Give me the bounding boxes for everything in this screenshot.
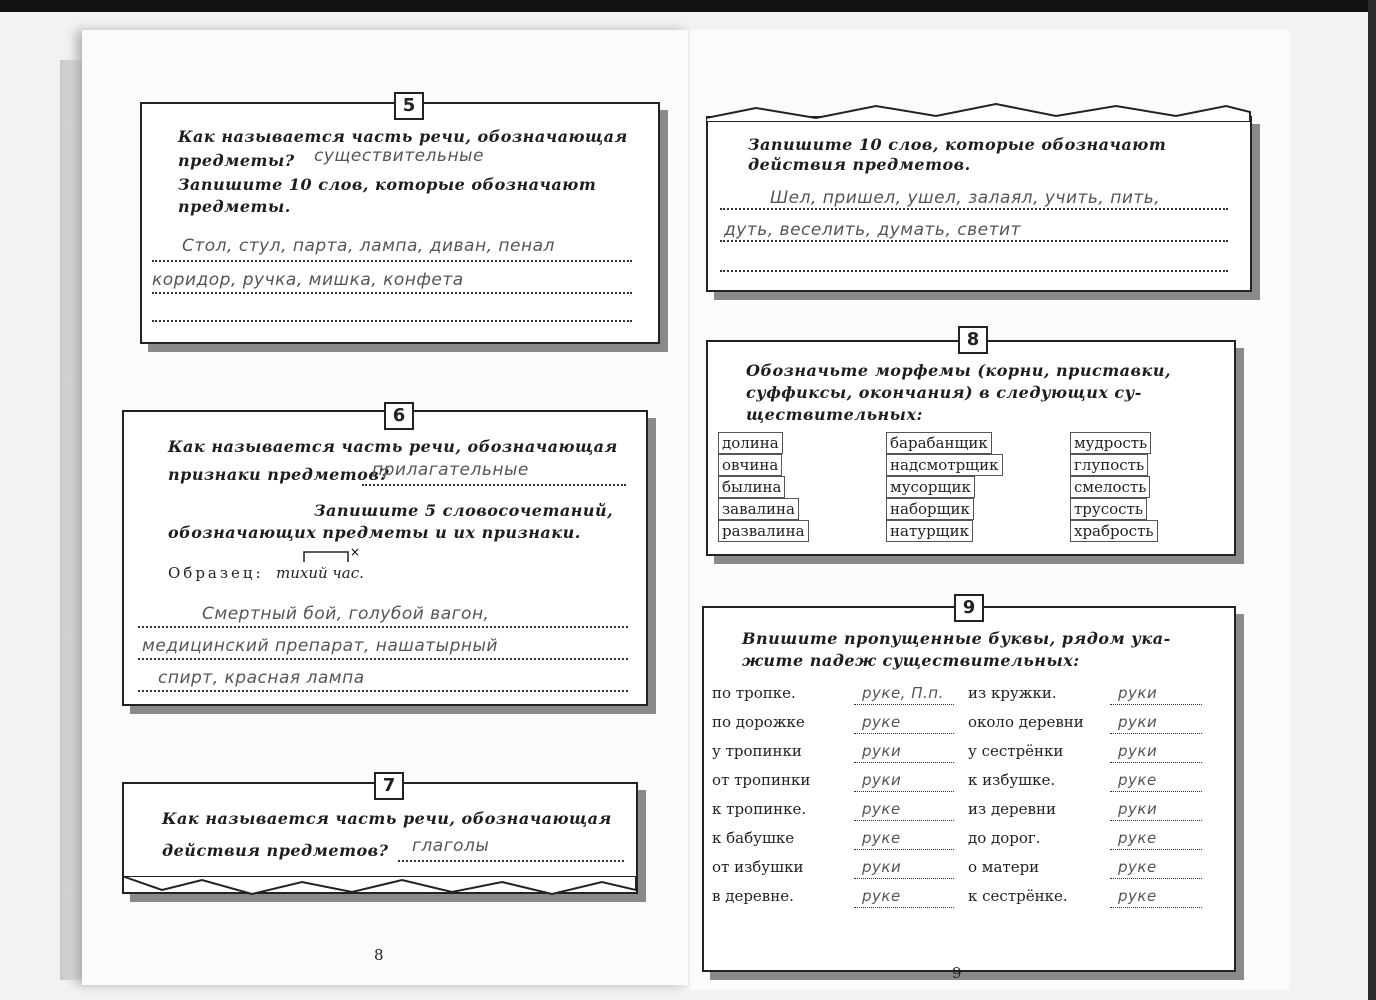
task-9-word-right: до дорог. [968,829,1041,847]
task-6-number: 6 [384,402,414,430]
task-9-word-left: по дорожке [712,713,805,731]
task-7-question-line1: Как называется часть речи, обозначающая [162,809,612,828]
task-9-dotted-line-right [1110,907,1202,908]
task-6-question-line4: обозначающих предметы и их признаки. [168,523,581,542]
task-8-question-line1: Обозначьте морфемы (корни, приставки, [746,361,1172,380]
task-9-question-line2: жите падеж существительных: [742,651,1080,670]
task-9-dotted-line-left [854,733,954,734]
task-7-torn-edge [122,876,642,906]
task-5-question-line1: Как называется часть речи, обозначающая [178,127,628,146]
task-9-case-left: руке [862,829,901,847]
task-top-dotted-line-3 [720,270,1228,272]
sample-phrase-arrow-icon [282,546,362,566]
task-9-question-line1: Впишите пропущенные буквы, рядом ука- [742,629,1171,648]
task-9-number: 9 [954,594,984,622]
task-9-dotted-line-left [854,762,954,763]
task-9-dotted-line-right [1110,820,1202,821]
task-5-number: 5 [394,92,424,120]
scan-right-border [1368,0,1376,1000]
task-5-dotted-line-3 [152,320,632,322]
task-top-torn-edge [706,98,1252,122]
scan-top-border [0,0,1376,12]
task-8-word: долина [718,432,783,454]
task-9-dotted-line-right [1110,704,1202,705]
task-7-number: 7 [374,772,404,800]
page-stack-edge [60,60,82,980]
task-9-case-left: руки [862,858,902,876]
task-top-dotted-line-1 [720,208,1228,210]
task-6-question-line2: признаки предметов? [168,465,390,484]
task-8-word: храбрость [1070,520,1158,542]
task-8-word: смелость [1070,476,1150,498]
task-9-word-left: к бабушке [712,829,795,847]
task-5-answer-line2: коридор, ручка, мишка, конфета [152,270,464,290]
task-9-word-left: в деревне. [712,887,794,905]
task-8-number: 8 [958,326,988,354]
task-6-answer-line3: спирт, красная лампа [158,668,365,688]
task-8-word: натурщик [886,520,973,542]
task-5-answer-part-of-speech: существительные [314,146,484,166]
task-8-word: мудрость [1070,432,1151,454]
task-8-question-line3: ществительных: [746,405,923,424]
task-5-dotted-line-2 [152,292,632,294]
task-9-word-left: к тропинке. [712,800,807,818]
task-9-word-left: от тропинки [712,771,811,789]
task-6-answer-line2: медицинский препарат, нашатырный [142,636,498,656]
task-9-dotted-line-right [1110,733,1202,734]
task-8-word: трусость [1070,498,1147,520]
task-9-word-left: от избушки [712,858,804,876]
task-9-word-right: о матери [968,858,1040,876]
task-6-dotted-line-1 [138,626,628,628]
task-9-dotted-line-left [854,704,954,705]
task-9-case-right: руке [1118,887,1157,905]
task-8-word: глупость [1070,454,1148,476]
task-6-dotted-line-0 [362,484,626,486]
right-page [690,30,1290,990]
left-page-number: 8 [374,946,384,964]
task-9-dotted-line-right [1110,878,1202,879]
task-9-word-right: к избушке. [968,771,1056,789]
task-8-question-line2: суффиксы, окончания) в следующих су- [746,383,1142,402]
task-9-dotted-line-left [854,878,954,879]
task-9-case-left: руке [862,887,901,905]
task-top-dotted-line-2 [720,240,1228,242]
task-top-question-line1: Запишите 10 слов, которые обозначают [748,135,1167,154]
task-top-question-line2: действия предметов. [748,155,971,174]
task-9-word-right: около деревни [968,713,1084,731]
task-9-case-right: руке [1118,771,1157,789]
task-6-dotted-line-2 [138,658,628,660]
task-9-dotted-line-right [1110,762,1202,763]
task-9-case-right: руки [1118,800,1158,818]
task-9-dotted-line-right [1110,791,1202,792]
svg-text:×: × [350,546,361,559]
task-9-case-right: руке [1118,829,1157,847]
task-9-case-left: руки [862,771,902,789]
task-9-dotted-line-left [854,907,954,908]
task-top-answer-line1: Шел, пришел, ушел, залаял, учить, пить, [770,188,1161,208]
task-9-word-right: из кружки. [968,684,1057,702]
task-9-dotted-line-left [854,791,954,792]
task-9-rows [712,684,1212,954]
task-6-question-line3: Запишите 5 словосочетаний, [314,501,614,520]
task-7-dotted-line [398,860,624,862]
task-9-case-left: руке [862,713,901,731]
task-6-dotted-line-3 [138,690,628,692]
task-5-question-line3: Запишите 10 слов, которые обозначают [178,175,597,194]
task-7-question-line2: действия предметов? [162,841,389,860]
task-9-case-right: руки [1118,684,1158,702]
task-9-case-right: руки [1118,742,1158,760]
task-8-word: овчина [718,454,782,476]
task-9-case-right: руке [1118,858,1157,876]
task-5-question-line4: предметы. [178,197,291,216]
task-9-case-left: руке, П.п. [862,684,944,702]
task-8-word: мусорщик [886,476,975,498]
right-page-number: 9 [952,964,962,982]
left-page [82,30,688,985]
task-8-word: развалина [718,520,809,542]
task-9-word-right: из деревни [968,800,1056,818]
task-9-word-left: по тропке. [712,684,796,702]
task-6-answer-line1: Смертный бой, голубой вагон, [202,604,490,624]
task-top-answer-line2: дуть, веселить, думать, светит [724,220,1021,240]
task-6-answer-part-of-speech: прилагательные [372,460,529,480]
task-6-sample-label: Образец: [168,564,264,582]
task-9-case-left: руке [862,800,901,818]
task-8-word: барабанщик [886,432,992,454]
task-9-word-right: к сестрёнке. [968,887,1068,905]
task-9-word-right: у сестрёнки [968,742,1064,760]
task-5-dotted-line-1 [152,260,632,262]
task-9-dotted-line-left [854,820,954,821]
task-8-word: наборщик [886,498,974,520]
task-9-word-left: у тропинки [712,742,802,760]
task-5-question-line2: предметы? [178,151,295,170]
task-8-word: былина [718,476,785,498]
task-9-case-left: руки [862,742,902,760]
task-9-dotted-line-right [1110,849,1202,850]
task-7-answer-part-of-speech: глаголы [412,836,490,856]
task-8-word: завалина [718,498,799,520]
task-6-sample-text: тихий час. [276,564,364,582]
task-9-case-right: руки [1118,713,1158,731]
task-6-question-line1: Как называется часть речи, обозначающая [168,437,618,456]
task-9-dotted-line-left [854,849,954,850]
task-5-answer-line1: Стол, стул, парта, лампа, диван, пенал [182,236,555,256]
task-8-word: надсмотрщик [886,454,1003,476]
